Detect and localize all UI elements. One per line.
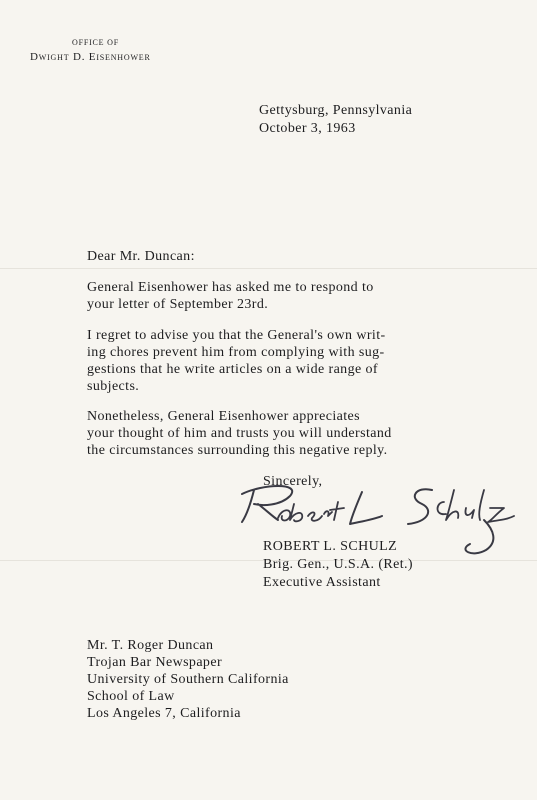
address-line: Los Angeles 7, California xyxy=(87,706,241,721)
body-line: your letter of September 23rd. xyxy=(87,297,269,312)
address-line: Mr. T. Roger Duncan xyxy=(87,638,214,653)
body-paragraph-1 xyxy=(87,279,507,313)
closing: Sincerely, xyxy=(263,474,323,489)
letterhead-name: Dwight D. Eisenhower xyxy=(30,51,151,63)
salutation: Dear Mr. Duncan: xyxy=(87,249,195,264)
letterhead-office: OFFICE OF xyxy=(72,38,119,47)
dateline-date: October 3, 1963 xyxy=(259,121,356,136)
dateline xyxy=(259,102,412,138)
body-line: General Eisenhower has asked me to respond to xyxy=(87,280,374,295)
body-line: Nonetheless, General Eisenhower appreciates xyxy=(87,409,360,424)
signer-name: ROBERT L. SCHULZ xyxy=(263,539,398,554)
signer-rank: Brig. Gen., U.S.A. (Ret.) xyxy=(263,557,413,572)
signature-block xyxy=(263,538,413,592)
paper-fold-line xyxy=(0,268,537,269)
recipient-address xyxy=(87,637,289,722)
body-line: your thought of him and trusts you will understand xyxy=(87,426,392,441)
body-line: the circumstances surrounding this negative reply. xyxy=(87,443,388,458)
address-line: School of Law xyxy=(87,689,175,704)
address-line: Trojan Bar Newspaper xyxy=(87,655,223,670)
body-line: subjects. xyxy=(87,379,140,394)
dateline-place: Gettysburg, Pennsylvania xyxy=(259,103,413,118)
body-paragraph-2 xyxy=(87,327,507,395)
body-line: I regret to advise you that the General's own writ- xyxy=(87,328,386,343)
letterhead xyxy=(30,36,151,64)
body-paragraph-3 xyxy=(87,408,507,459)
body-line: ing chores prevent him from complying with sug- xyxy=(87,345,385,360)
body-line: gestions that he write articles on a wide range of xyxy=(87,362,378,377)
signer-title: Executive Assistant xyxy=(263,575,381,590)
address-line: University of Southern California xyxy=(87,672,289,687)
